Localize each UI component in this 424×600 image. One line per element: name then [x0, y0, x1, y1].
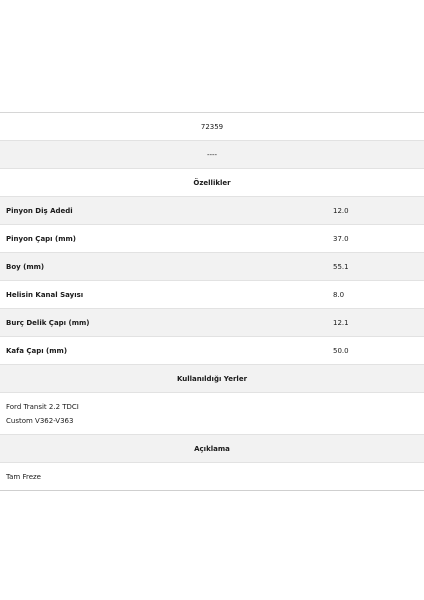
- spec-value: 12.1: [333, 318, 349, 327]
- spec-row: [0, 337, 424, 365]
- specs-header: [0, 169, 424, 197]
- spec-row: [0, 309, 424, 337]
- description-title: Açıklama: [194, 444, 230, 453]
- spec-label: Boy (mm): [6, 262, 45, 271]
- description-text: Tam Freze: [6, 472, 41, 481]
- spec-label: Helisin Kanal Sayısı: [6, 290, 84, 299]
- usage-line: Ford Transit 2.2 TDCI: [6, 402, 79, 411]
- description-body: [0, 463, 424, 491]
- description-header: [0, 435, 424, 463]
- spec-value: 55.1: [333, 262, 349, 271]
- spec-row: [0, 197, 424, 225]
- placeholder-text: ----: [206, 150, 218, 159]
- spec-value: 50.0: [333, 346, 349, 355]
- usage-line: Custom V362-V363: [6, 416, 74, 425]
- specs-title: Özellikler: [193, 178, 231, 187]
- placeholder-row: [0, 141, 424, 169]
- usage-header: [0, 365, 424, 393]
- spec-value: 8.0: [333, 290, 345, 299]
- usage-list: [0, 393, 424, 435]
- product-spec-table: [0, 112, 424, 491]
- spec-label: Pinyon Diş Adedi: [6, 206, 73, 215]
- spec-label: Pinyon Çapı (mm): [6, 234, 76, 243]
- spec-row: [0, 253, 424, 281]
- spec-row: [0, 225, 424, 253]
- usage-title: Kullanıldığı Yerler: [176, 374, 248, 383]
- spec-value: 12.0: [333, 206, 349, 215]
- spec-row: [0, 281, 424, 309]
- product-code: 72359: [200, 122, 224, 131]
- spec-label: Kafa Çapı (mm): [6, 346, 68, 355]
- spec-label: Burç Delik Çapı (mm): [6, 318, 90, 327]
- product-code-row: [0, 113, 424, 141]
- spec-value: 37.0: [333, 234, 349, 243]
